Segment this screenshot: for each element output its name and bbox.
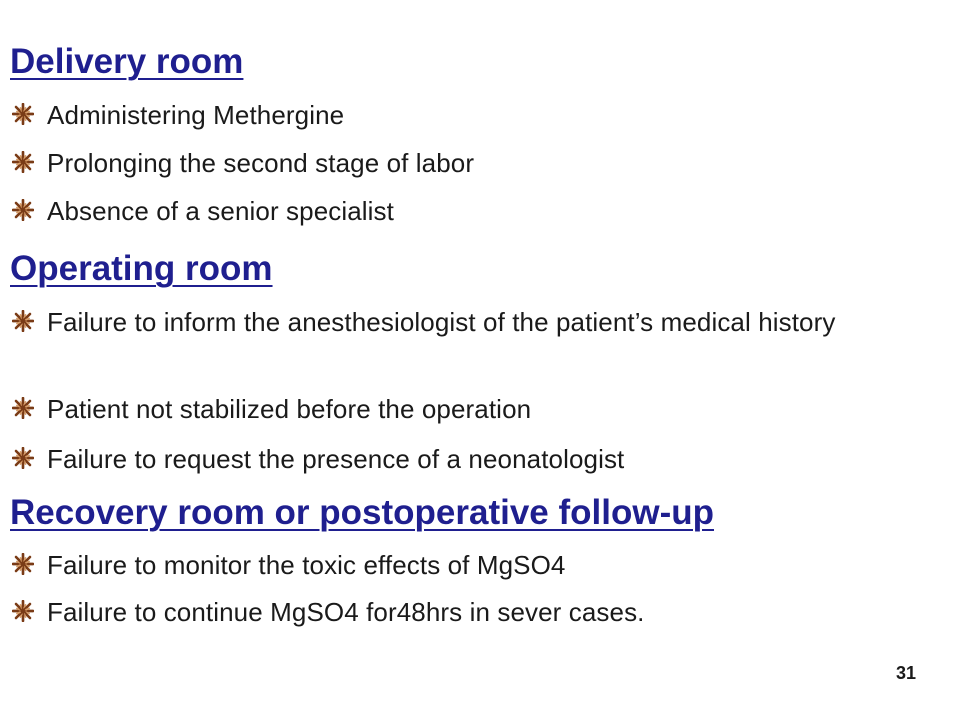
list-item-text: Failure to continue MgSO4 for48hrs in sever cases.: [47, 597, 645, 627]
list-item: [10, 194, 940, 229]
list-item: [10, 146, 940, 181]
star-burst-icon: [12, 103, 34, 125]
list-item: [10, 548, 940, 583]
list-item-text: Failure to inform the anesthesiologist of the patient’s medical history: [47, 307, 836, 337]
list-item-text: Prolonging the second stage of labor: [47, 148, 475, 178]
list-item-text: Administering Methergine: [47, 100, 345, 130]
section-heading-operating-room: Operating room: [10, 249, 273, 288]
list-item: [10, 595, 940, 630]
list-item: [10, 442, 940, 477]
list-item: [10, 305, 940, 340]
star-burst-icon: [12, 310, 34, 332]
star-burst-icon: [12, 447, 34, 469]
star-burst-icon: [12, 553, 34, 575]
star-burst-icon: [12, 151, 34, 173]
section-heading-delivery-room: Delivery room: [10, 42, 244, 81]
star-burst-icon: [12, 199, 34, 221]
star-burst-icon: [12, 600, 34, 622]
page-number: 31: [895, 663, 916, 683]
list-item-text: Patient not stabilized before the operation: [47, 394, 532, 424]
list-item-text: Absence of a senior specialist: [47, 196, 394, 226]
section-heading-recovery-room: Recovery room or postoperative follow-up: [10, 493, 714, 532]
list-item-text: Failure to request the presence of a neonatologist: [47, 444, 625, 474]
list-item: [10, 98, 940, 133]
list-item-text: Failure to monitor the toxic effects of MgSO4: [47, 550, 566, 580]
list-item: [10, 392, 940, 427]
star-burst-icon: [12, 397, 34, 419]
